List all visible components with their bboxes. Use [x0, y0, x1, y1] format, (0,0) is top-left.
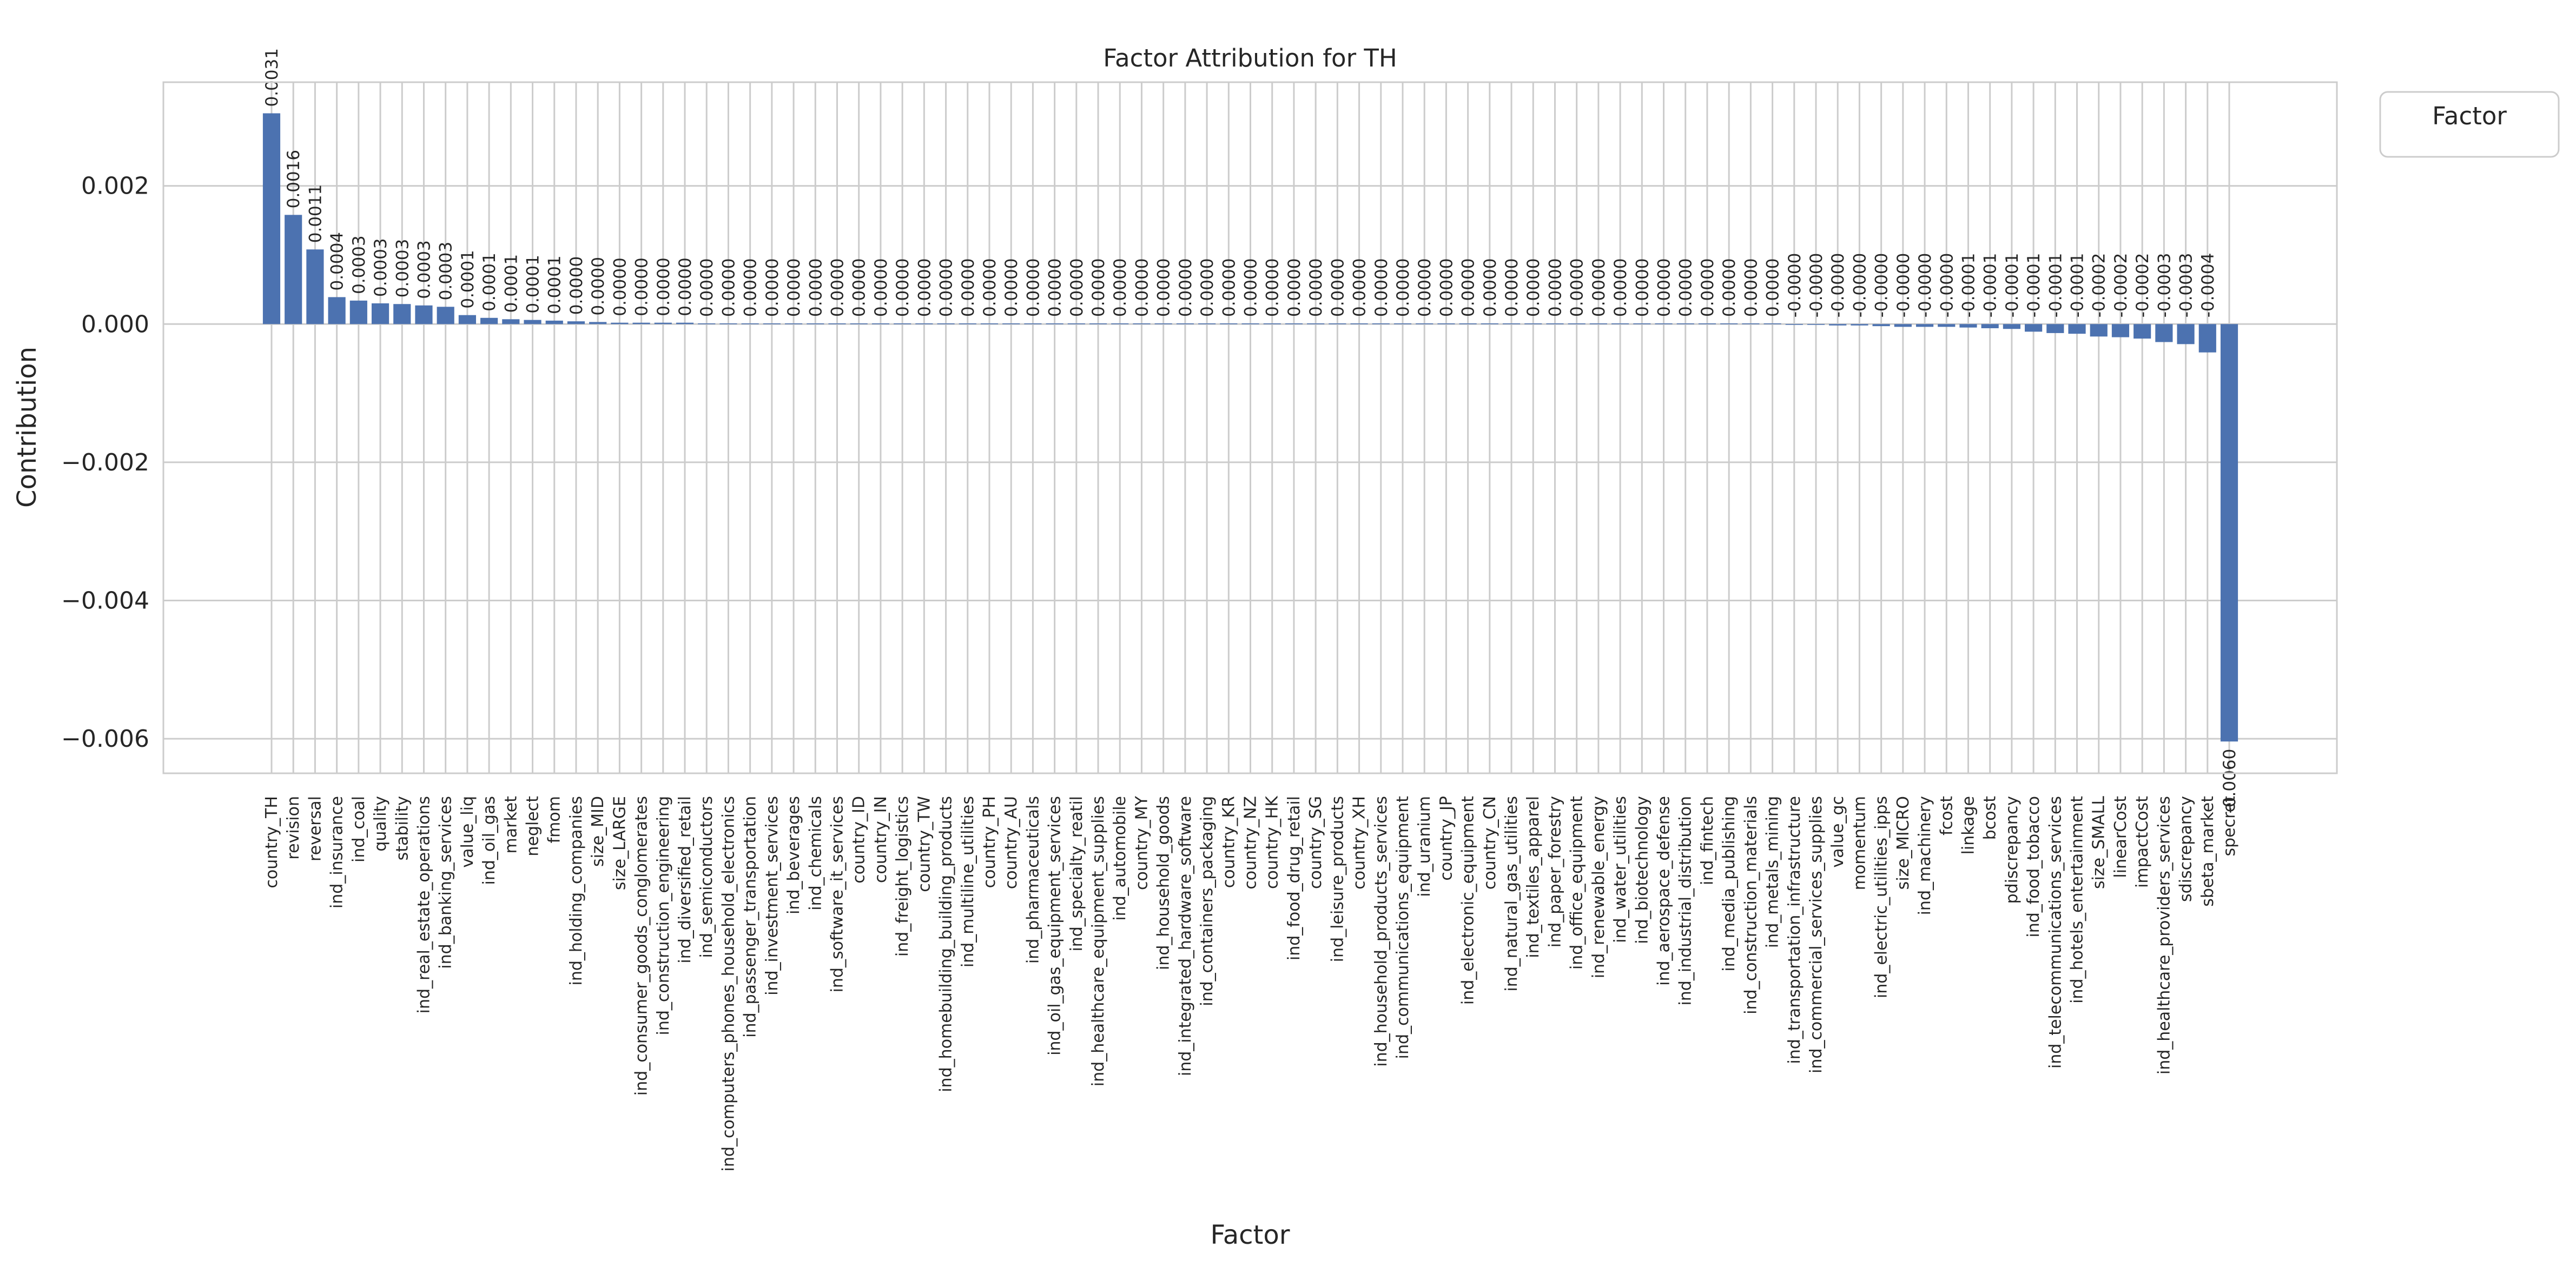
data-label: 0.0000 — [1219, 258, 1239, 317]
x-tick-label: ind_construction_engineering — [653, 796, 673, 1036]
legend-title: Factor — [2432, 102, 2507, 130]
data-label: 0.0000 — [1350, 258, 1370, 317]
data-label: 0.0000 — [1502, 258, 1522, 317]
data-label: -0.0060 — [2220, 748, 2240, 814]
bar — [981, 323, 998, 324]
bar — [1437, 323, 1455, 324]
x-tick-label: ind_aerospace_defense — [1654, 796, 1674, 986]
bar — [1481, 323, 1498, 324]
bar — [1524, 323, 1542, 324]
bar — [502, 319, 519, 324]
x-tick-label: ind_oil_gas_equipment_services — [1045, 796, 1065, 1056]
data-label: 0.0000 — [1371, 258, 1391, 317]
bar — [1198, 323, 1216, 324]
data-label: 0.0000 — [958, 258, 978, 317]
bar — [1068, 323, 1085, 324]
x-tick-label: fcost — [1937, 796, 1957, 835]
data-label: -0.0002 — [2133, 253, 2153, 318]
data-label: 0.0000 — [1284, 258, 1304, 317]
x-tick-label: ind_holding_companies — [566, 796, 586, 986]
x-tick-label: impactCost — [2133, 796, 2152, 888]
bar — [1394, 323, 1411, 324]
bar — [546, 321, 563, 324]
x-tick-label: ind_real_estate_operations — [414, 796, 434, 1014]
data-label: -0.0001 — [2024, 253, 2044, 318]
bar — [2025, 324, 2042, 331]
bar — [850, 323, 868, 324]
y-axis-label: Contribution — [12, 346, 42, 508]
data-label: -0.0002 — [2111, 253, 2131, 318]
x-tick-label: momentum — [1850, 796, 1870, 891]
bar — [1699, 323, 1716, 324]
bar — [1742, 323, 1759, 324]
data-label: 0.0000 — [849, 258, 869, 317]
x-tick-label: country_MY — [1132, 796, 1152, 890]
x-tick-label: size_MICRO — [1893, 796, 1913, 890]
bar — [2155, 324, 2172, 342]
bar — [2112, 324, 2129, 337]
bar — [1633, 323, 1650, 324]
bar — [1024, 323, 1041, 324]
bar — [2221, 324, 2238, 741]
x-tick-label: ind_natural_gas_utilities — [1502, 796, 1522, 992]
bar — [1568, 323, 1586, 324]
x-tick-label: ind_leisure_products — [1328, 796, 1348, 963]
y-tick-label: 0.002 — [81, 172, 149, 200]
x-tick-label: fmom — [545, 796, 564, 844]
x-tick-label: ind_beverages — [784, 796, 804, 914]
data-label: 0.0000 — [1154, 258, 1174, 317]
bar — [633, 323, 650, 324]
x-tick-label: size_MID — [589, 796, 608, 867]
bar — [1655, 323, 1672, 324]
data-label: 0.0000 — [980, 258, 1000, 317]
x-tick-label: ind_healthcare_providers_services — [2155, 796, 2174, 1075]
x-axis-label: Factor — [1210, 1220, 1290, 1250]
x-tick-label: country_KR — [1219, 796, 1239, 888]
data-label: 0.0000 — [589, 256, 609, 316]
bar — [1416, 323, 1433, 324]
bar — [1938, 324, 1955, 327]
x-tick-label: ind_household_goods — [1154, 796, 1173, 971]
data-label: 0.0000 — [806, 258, 826, 317]
x-tick-label: ind_chemicals — [806, 796, 825, 911]
data-label: 0.0000 — [1720, 258, 1740, 317]
x-tick-label: ind_coal — [349, 796, 368, 863]
data-label: -0.0003 — [2176, 253, 2196, 318]
bar — [959, 323, 976, 324]
x-tick-label: ind_biotechnology — [1633, 796, 1652, 944]
bar — [1677, 323, 1694, 324]
x-tick-label: ind_construction_materials — [1741, 796, 1761, 1014]
bar — [915, 323, 933, 324]
x-tick-label: ind_integrated_hardware_software — [1175, 796, 1195, 1077]
bar — [1046, 323, 1064, 324]
data-label: -0.0000 — [1893, 253, 1913, 318]
bar — [328, 297, 346, 324]
x-tick-label: ind_banking_services — [436, 796, 455, 969]
x-tick-label: country_AU — [1002, 796, 1021, 890]
x-tick-label: country_TW — [915, 796, 934, 892]
x-tick-label: country_JP — [1437, 796, 1456, 881]
data-label: -0.0000 — [1828, 253, 1848, 318]
bar — [350, 301, 367, 324]
x-tick-label: quality — [371, 796, 391, 852]
bar — [1329, 323, 1346, 324]
data-label: 0.0000 — [1654, 258, 1674, 317]
x-tick-label: ind_electronic_equipment — [1458, 796, 1478, 1005]
bar — [2003, 324, 2020, 329]
bar — [2134, 324, 2151, 339]
data-label: -0.0000 — [1916, 253, 1936, 318]
data-label: 0.0000 — [1763, 258, 1783, 317]
x-tick-label: size_SMALL — [2089, 796, 2109, 890]
x-axis-ticks — [262, 795, 2239, 1172]
bar — [2046, 324, 2064, 333]
bar — [1916, 324, 1933, 327]
x-tick-label: pdiscrepancy — [2002, 796, 2022, 904]
x-tick-label: ind_metals_mining — [1763, 796, 1782, 948]
data-label: 0.0001 — [501, 254, 521, 313]
bar — [589, 322, 606, 324]
bar — [719, 323, 737, 324]
x-tick-label: country_PH — [980, 796, 999, 888]
bar — [437, 307, 454, 324]
data-label: 0.0000 — [1676, 258, 1696, 317]
x-tick-label: ind_food_drug_retail — [1284, 796, 1304, 961]
x-tick-label: ind_office_equipment — [1567, 796, 1587, 970]
x-tick-label: ind_transportation_infrastructure — [1785, 796, 1804, 1064]
data-label: 0.0000 — [1611, 258, 1631, 317]
x-tick-label: country_ID — [849, 796, 869, 884]
data-label: 0.0001 — [458, 250, 478, 309]
bar — [567, 321, 585, 324]
x-tick-label: ind_specialty_reatil — [1067, 796, 1086, 952]
bar — [1786, 324, 1803, 325]
bar — [1959, 324, 1977, 327]
data-label: 0.0031 — [262, 48, 282, 107]
x-tick-label: size_LARGE — [610, 796, 630, 891]
x-tick-label: ind_industrial_distribution — [1676, 796, 1695, 1006]
bar — [1133, 323, 1150, 324]
bar — [285, 215, 302, 324]
bar — [742, 323, 759, 324]
x-tick-label: country_XH — [1350, 796, 1369, 890]
bar — [415, 306, 432, 324]
legend — [2380, 92, 2559, 157]
x-tick-label: ind_uranium — [1415, 796, 1435, 897]
x-tick-label: bcost — [1980, 796, 2000, 840]
data-label: 0.0004 — [327, 231, 347, 291]
x-tick-label: value_gc — [1828, 796, 1848, 868]
data-label: 0.0000 — [915, 258, 935, 317]
bar — [1264, 323, 1281, 324]
bar — [1241, 323, 1259, 324]
x-tick-label: ind_multiline_utilities — [958, 796, 977, 968]
bar — [2177, 324, 2194, 344]
data-label: 0.0011 — [306, 184, 326, 243]
data-label: 0.0000 — [1132, 258, 1152, 317]
data-label: 0.0000 — [1263, 258, 1283, 317]
bar — [524, 320, 541, 324]
bar — [785, 323, 802, 324]
data-label: -0.0001 — [2002, 253, 2022, 318]
x-tick-label: ind_insurance — [327, 796, 347, 909]
bar — [1459, 323, 1477, 324]
data-label: -0.0000 — [1872, 253, 1892, 318]
bar — [1002, 323, 1020, 324]
bar — [1111, 323, 1128, 324]
data-label: 0.0000 — [741, 258, 761, 317]
x-tick-label: value_liq — [458, 796, 477, 868]
bar — [872, 323, 889, 324]
bar — [263, 114, 280, 324]
y-tick-label: −0.002 — [61, 448, 149, 476]
x-tick-label: ind_containers_packaging — [1198, 796, 1217, 1006]
data-label: 0.0000 — [1306, 258, 1326, 317]
x-tick-label: specret — [2220, 796, 2239, 857]
data-label: -0.0002 — [2089, 253, 2109, 318]
data-label: 0.0000 — [1545, 258, 1566, 317]
x-tick-label: stability — [393, 796, 412, 861]
data-label: 0.0000 — [1567, 258, 1587, 317]
x-tick-label: country_TH — [262, 796, 281, 888]
x-tick-label: ind_healthcare_equipment_supplies — [1089, 796, 1108, 1087]
bar — [937, 323, 954, 324]
data-label: -0.0001 — [1959, 253, 1979, 318]
bar — [698, 323, 715, 324]
x-tick-label: sbeta_market — [2198, 796, 2217, 907]
data-label: -0.0000 — [1850, 253, 1870, 318]
bar — [676, 323, 693, 324]
x-tick-label: country_NZ — [1241, 796, 1260, 890]
bar — [828, 323, 846, 324]
bar — [1851, 324, 1868, 326]
bar — [763, 323, 781, 324]
x-tick-label: ind_telecommunications_services — [2046, 796, 2065, 1069]
data-label: 0.0000 — [1045, 258, 1065, 317]
y-tick-label: 0.000 — [81, 310, 149, 339]
x-tick-label: ind_investment_services — [762, 796, 782, 996]
bar — [2068, 324, 2085, 334]
data-label: -0.0000 — [1785, 253, 1805, 318]
x-tick-label: ind_water_utilities — [1611, 796, 1630, 943]
data-label: 0.0000 — [1480, 258, 1500, 317]
x-tick-label: ind_textiles_apparel — [1524, 796, 1543, 958]
x-tick-label: ind_food_tobacco — [2024, 796, 2044, 938]
x-tick-label: ind_software_it_services — [828, 796, 847, 993]
data-label: 0.0000 — [653, 257, 673, 316]
x-tick-label: country_SG — [1306, 796, 1326, 890]
x-tick-label: market — [501, 796, 521, 854]
bar — [1350, 323, 1368, 324]
x-tick-label: ind_passenger_transportation — [741, 796, 760, 1038]
bar — [1829, 324, 1846, 326]
data-label: 0.0003 — [371, 238, 391, 297]
x-tick-label: ind_automobile — [1111, 796, 1130, 921]
data-label: 0.0000 — [1023, 258, 1043, 317]
y-tick-label: −0.004 — [61, 587, 149, 615]
bar — [655, 323, 672, 324]
data-label: 0.0001 — [523, 255, 543, 314]
bar — [1285, 323, 1303, 324]
x-tick-label: ind_media_publishing — [1720, 796, 1739, 972]
x-tick-label: ind_freight_logistics — [893, 796, 913, 957]
bar — [807, 323, 824, 324]
data-label: 0.0000 — [1633, 258, 1653, 317]
x-tick-label: country_CN — [1480, 796, 1500, 890]
data-label: 0.0000 — [1111, 258, 1131, 317]
bar — [894, 323, 911, 324]
x-tick-label: ind_communications_equipment — [1393, 796, 1412, 1059]
bar — [1177, 323, 1194, 324]
data-label: 0.0000 — [1198, 258, 1218, 317]
x-tick-label: sdiscrepancy — [2176, 796, 2196, 902]
data-label: 0.0000 — [1002, 258, 1022, 317]
x-tick-label: ind_pharmaceuticals — [1023, 796, 1043, 964]
data-label: 0.0000 — [566, 256, 586, 315]
x-tick-label: ind_household_products_services — [1371, 796, 1391, 1067]
data-label: 0.0000 — [936, 258, 956, 317]
x-tick-label: ind_fintech — [1697, 796, 1717, 886]
data-label: -0.0000 — [1806, 253, 1826, 318]
bar — [393, 304, 411, 324]
bar — [1307, 323, 1324, 324]
bar — [1155, 323, 1172, 324]
data-label: 0.0003 — [436, 241, 456, 301]
x-tick-label: ind_paper_forestry — [1545, 796, 1565, 948]
x-tick-label: linkage — [1959, 796, 1978, 855]
data-label: 0.0000 — [1393, 258, 1413, 317]
x-tick-label: ind_machinery — [1916, 796, 1935, 916]
data-label: 0.0016 — [284, 149, 304, 209]
data-label: -0.0001 — [2068, 253, 2088, 318]
data-label: 0.0000 — [610, 257, 630, 316]
x-tick-label: neglect — [523, 796, 543, 857]
bar — [1873, 324, 1890, 326]
x-tick-label: ind_diversified_retail — [676, 796, 695, 964]
bar — [480, 318, 498, 324]
data-label: 0.0000 — [784, 258, 804, 317]
data-label: 0.0000 — [1415, 258, 1435, 317]
data-label: -0.0000 — [1937, 253, 1957, 318]
x-tick-label: ind_consumer_goods_conglomerates — [632, 796, 651, 1096]
data-label: -0.0001 — [1980, 253, 2000, 318]
data-label: 0.0000 — [1741, 258, 1761, 317]
data-label: 0.0000 — [1175, 258, 1195, 317]
bar — [1720, 323, 1738, 324]
data-label: 0.0000 — [828, 258, 848, 317]
data-label: 0.0000 — [1328, 258, 1348, 317]
x-tick-label: ind_hotels_entertainment — [2068, 796, 2087, 1004]
data-label: 0.0000 — [719, 258, 739, 317]
x-tick-label: ind_computers_phones_household_electronics — [719, 796, 738, 1172]
data-label: 0.0000 — [762, 258, 782, 317]
data-label: 0.0003 — [393, 238, 413, 298]
data-label: -0.0001 — [2046, 253, 2066, 318]
chart-title: Factor Attribution for TH — [1103, 44, 1397, 72]
bar — [2199, 324, 2216, 352]
x-tick-label: linearCost — [2111, 796, 2130, 878]
x-tick-label: revision — [284, 796, 303, 860]
data-label: -0.0003 — [2155, 253, 2175, 318]
data-label: 0.0000 — [697, 258, 717, 317]
data-label: 0.0000 — [632, 257, 652, 316]
bar — [1372, 323, 1390, 324]
data-label: 0.0000 — [1458, 258, 1478, 317]
data-label: -0.0004 — [2198, 253, 2218, 318]
data-label: 0.0000 — [871, 258, 891, 317]
y-tick-label: −0.006 — [61, 725, 149, 753]
x-tick-label: country_IN — [871, 796, 890, 884]
data-label: 0.0001 — [545, 255, 565, 314]
x-tick-label: reversal — [306, 796, 325, 862]
data-label: 0.0000 — [1241, 258, 1261, 317]
data-label: 0.0000 — [1697, 258, 1718, 317]
x-tick-label: ind_oil_gas — [480, 796, 499, 885]
bar — [1894, 324, 1912, 327]
data-label: 0.0000 — [1089, 258, 1109, 317]
bar — [2090, 324, 2108, 336]
bar — [1590, 323, 1607, 324]
bar — [1763, 323, 1781, 324]
x-tick-label: country_HK — [1263, 796, 1282, 889]
data-label: 0.0000 — [1067, 258, 1087, 317]
y-axis-ticks — [61, 173, 149, 753]
x-tick-label: ind_electric_utilities_ipps — [1872, 796, 1891, 999]
bar — [1220, 323, 1237, 324]
x-tick-label: ind_commercial_services_supplies — [1806, 796, 1826, 1073]
x-tick-label: ind_semiconductors — [697, 796, 717, 958]
data-label: 0.0003 — [349, 235, 369, 294]
bar — [306, 249, 323, 324]
data-label: 0.0003 — [414, 240, 434, 299]
bar — [372, 303, 389, 324]
data-label: 0.0000 — [1589, 258, 1609, 317]
data-label: 0.0000 — [676, 257, 696, 316]
bar — [1981, 324, 1999, 328]
data-label: 0.0000 — [1524, 258, 1544, 317]
bar — [611, 323, 628, 324]
x-tick-label: ind_homebuilding_building_products — [936, 796, 956, 1092]
data-label: 0.0000 — [1437, 258, 1457, 317]
bar — [1503, 323, 1520, 324]
bar — [1807, 324, 1825, 325]
data-label: 0.0001 — [480, 253, 500, 311]
bar — [459, 315, 476, 324]
bar — [1089, 323, 1107, 324]
bar — [1611, 323, 1629, 324]
data-label: 0.0000 — [893, 258, 913, 317]
x-tick-label: ind_renewable_energy — [1589, 796, 1608, 979]
bar — [1546, 323, 1563, 324]
